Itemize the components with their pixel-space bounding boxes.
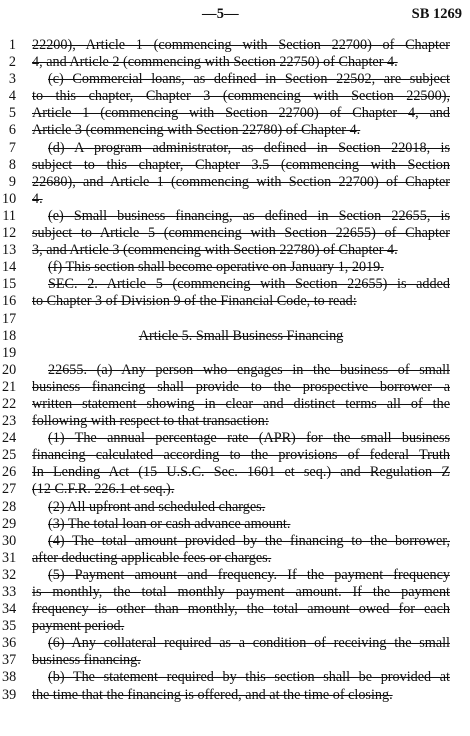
line-number: 37 xyxy=(2,652,17,669)
struck-text: Article 3 (commencing with Section 22780) of Chapter 4. xyxy=(32,122,361,139)
struck-text: (5) Payment amount and frequency. If the payment frequency xyxy=(48,566,450,583)
line-text xyxy=(32,37,450,54)
text-line xyxy=(0,481,470,498)
struck-text: subject to this chapter, Chapter 3.5 (commencing with Section xyxy=(32,156,450,173)
line-number: 16 xyxy=(2,293,17,310)
text-line xyxy=(0,584,470,601)
text-line xyxy=(0,225,470,242)
text-line xyxy=(0,242,470,259)
line-text xyxy=(48,140,450,157)
line-text xyxy=(32,447,450,464)
bill-identifier: SB 1269 xyxy=(411,6,462,22)
text-line xyxy=(0,413,470,430)
struck-text: subject to Article 5 (commencing with Section 22655) of Chapter xyxy=(32,225,450,242)
text-line xyxy=(0,191,470,208)
text-line xyxy=(0,71,470,88)
text-line xyxy=(0,105,470,122)
line-number: 19 xyxy=(2,344,17,361)
line-number: 30 xyxy=(2,532,17,549)
line-number: 20 xyxy=(2,361,17,378)
struck-text: to Chapter 3 of Division 9 of the Financial Code, to read: xyxy=(32,293,357,310)
text-line xyxy=(0,396,470,413)
line-number: 25 xyxy=(2,447,17,464)
struck-text: (f) This section shall become operative on January 1, 2019. xyxy=(48,259,384,276)
struck-text: (b) The statement required by this section shall be provided at xyxy=(48,669,450,686)
struck-text: business financing. xyxy=(32,652,141,669)
text-line xyxy=(0,259,470,276)
struck-text: (6) Any collateral required as a condition of receiving the small xyxy=(48,635,450,652)
line-text xyxy=(32,174,450,191)
line-text xyxy=(32,601,450,618)
line-number: 1 xyxy=(8,37,16,53)
line-text xyxy=(48,516,450,533)
line-text xyxy=(48,430,450,447)
line-number: 3 xyxy=(8,71,16,88)
line-text xyxy=(32,293,450,310)
line-text xyxy=(32,122,450,139)
article-heading xyxy=(32,328,450,345)
line-number: 12 xyxy=(2,225,17,242)
text-line xyxy=(0,276,470,293)
line-text xyxy=(48,499,450,516)
line-text xyxy=(32,584,450,601)
struck-text: (12 C.F.R. 226.1 et seq.). xyxy=(32,481,175,498)
text-line xyxy=(0,122,470,139)
struck-text: 22680), and Article 1 (commencing with Section 22700) of Chapter xyxy=(32,173,450,190)
text-line xyxy=(0,328,470,345)
text-line xyxy=(0,37,470,54)
text-line xyxy=(0,601,470,618)
text-line xyxy=(0,345,470,362)
text-line xyxy=(0,516,470,533)
line-text xyxy=(32,464,450,481)
line-text xyxy=(48,669,450,686)
line-text xyxy=(32,54,450,71)
line-text xyxy=(32,396,450,413)
text-line xyxy=(0,430,470,447)
struck-text: (d) A program administrator, as defined in Section 22018, is xyxy=(48,139,450,156)
line-number: 15 xyxy=(2,276,17,293)
struck-text: 4, and Article 2 (commencing with Section 22750) of Chapter 4. xyxy=(32,54,398,71)
line-number: 10 xyxy=(2,190,17,207)
line-number: 32 xyxy=(2,566,17,583)
line-number: 21 xyxy=(2,378,17,395)
struck-text: frequency is other than monthly, the total amount owed for each xyxy=(32,601,450,618)
struck-text: (e) Small business financing, as defined in Section 22655, is xyxy=(48,207,450,224)
page-header xyxy=(0,6,470,28)
text-line xyxy=(0,379,470,396)
line-number: 35 xyxy=(2,618,17,635)
line-text xyxy=(48,276,450,293)
struck-text: Article 1 (commencing with Section 22700) of Chapter 4, and xyxy=(32,105,450,122)
line-text xyxy=(32,379,450,396)
text-line xyxy=(0,533,470,550)
line-number: 29 xyxy=(2,515,17,532)
line-number: 28 xyxy=(2,498,17,515)
line-text xyxy=(48,567,450,584)
line-number: 17 xyxy=(2,310,17,327)
line-text xyxy=(32,652,450,669)
line-text xyxy=(32,413,450,430)
line-text xyxy=(32,550,450,567)
text-line xyxy=(0,567,470,584)
struck-text: after deducting applicable fees or charges. xyxy=(32,549,272,566)
line-number: 4 xyxy=(8,88,16,105)
line-text xyxy=(48,259,450,276)
line-number: 7 xyxy=(8,139,16,156)
text-line xyxy=(0,550,470,567)
struck-text: (3) The total loan or cash advance amount. xyxy=(48,515,291,532)
line-number: 24 xyxy=(2,430,17,447)
line-number: 34 xyxy=(2,601,17,618)
text-line xyxy=(0,447,470,464)
line-text xyxy=(32,157,450,174)
line-text xyxy=(32,225,450,242)
text-line xyxy=(0,157,470,174)
line-text xyxy=(48,362,450,379)
line-number: 36 xyxy=(2,635,17,652)
text-line xyxy=(0,208,470,225)
line-number: 23 xyxy=(2,413,17,430)
struck-text: (4) The total amount provided by the financing to the borrower, xyxy=(48,532,450,549)
article-heading-text: Article 5. Small Business Financing xyxy=(138,327,344,344)
line-text xyxy=(48,533,450,550)
text-line xyxy=(0,293,470,310)
line-number: 5 xyxy=(8,105,16,122)
line-text xyxy=(48,635,450,652)
struck-text: (c) Commercial loans, as defined in Section 22502, are subject xyxy=(48,71,450,88)
line-number: 9 xyxy=(8,173,16,190)
text-line xyxy=(0,88,470,105)
line-number: 14 xyxy=(2,259,17,276)
line-text xyxy=(32,687,450,704)
line-text xyxy=(32,105,450,122)
struck-text: the time that the financing is offered, and at the time of closing. xyxy=(32,686,393,703)
struck-text: 22655. (a) Any person who engages in the business of small xyxy=(48,361,450,378)
text-line xyxy=(0,464,470,481)
struck-text: business financing shall provide to the prospective borrower a xyxy=(32,378,450,395)
line-number: 18 xyxy=(2,327,17,344)
line-number: 11 xyxy=(2,207,16,224)
line-number: 2 xyxy=(8,54,16,71)
text-line xyxy=(0,652,470,669)
text-line xyxy=(0,635,470,652)
text-line xyxy=(0,669,470,686)
line-text xyxy=(32,88,450,105)
line-text xyxy=(32,481,450,498)
struck-text: (1) The annual percentage rate (APR) for the small business xyxy=(48,430,450,447)
line-text xyxy=(32,191,450,208)
line-number: 22 xyxy=(2,395,17,412)
page-number: —5— xyxy=(202,6,239,22)
struck-text: 22200), Article 1 (commencing with Section 22700) of Chapter xyxy=(32,37,450,53)
struck-text: payment period. xyxy=(32,618,125,635)
text-line xyxy=(0,362,470,379)
text-line xyxy=(0,174,470,191)
struck-text: (2) All upfront and scheduled charges. xyxy=(48,498,266,515)
text-line xyxy=(0,311,470,328)
line-text xyxy=(32,618,450,635)
struck-text: financing calculated according to the provisions of federal Truth xyxy=(32,447,450,464)
struck-text: SEC. 2. Article 5 (commencing with Section 22655) is added xyxy=(48,276,450,293)
text-line xyxy=(0,54,470,71)
struck-text: written statement showing in clear and distinct terms all of the xyxy=(32,395,450,412)
struck-text: 4. xyxy=(32,190,43,207)
line-text xyxy=(48,208,450,225)
text-line xyxy=(0,687,470,704)
line-text xyxy=(48,71,450,88)
line-number: 13 xyxy=(2,242,17,259)
text-line xyxy=(0,618,470,635)
struck-text: In Lending Act (15 U.S.C. Sec. 1601 et seq.) and Regulation Z xyxy=(32,464,450,481)
line-number: 8 xyxy=(8,156,16,173)
line-number: 26 xyxy=(2,464,17,481)
line-number: 39 xyxy=(2,686,17,703)
line-text xyxy=(32,242,450,259)
struck-text: 3, and Article 3 (commencing with Section 22780) of Chapter 4. xyxy=(32,242,398,259)
bill-text-body xyxy=(0,37,470,704)
text-line xyxy=(0,140,470,157)
line-number: 31 xyxy=(2,549,17,566)
text-line xyxy=(0,499,470,516)
struck-text: following with respect to that transaction: xyxy=(32,413,269,430)
line-number: 33 xyxy=(2,584,17,600)
line-number: 27 xyxy=(2,481,17,498)
line-number: 38 xyxy=(2,669,17,686)
struck-text: to this chapter, Chapter 3 (commencing with Section 22500), xyxy=(32,88,450,105)
line-number: 6 xyxy=(8,122,16,139)
struck-text: is monthly, the total monthly payment amount. If the payment xyxy=(32,584,450,600)
